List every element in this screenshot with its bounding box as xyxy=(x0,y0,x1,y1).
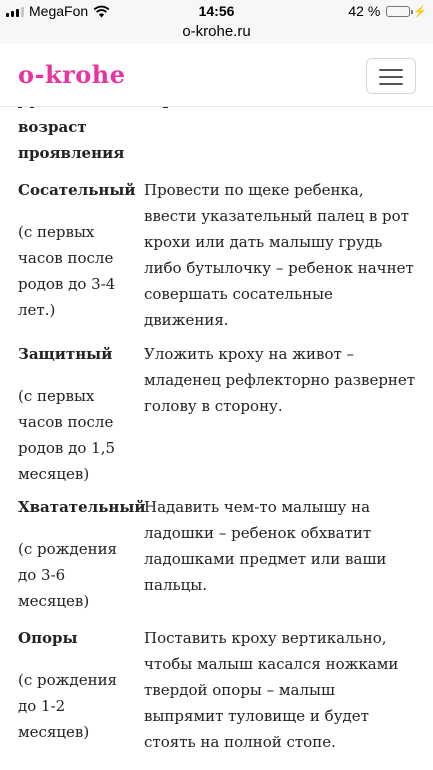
url-text: o-krohe.ru xyxy=(182,23,251,40)
clipped-text-fragment xyxy=(163,107,168,108)
reflex-name: Опоры xyxy=(18,629,78,647)
reflex-description: Провести по щеке ребенка, ввести указательный палец в рот крохи или дать малышу грудь либо бутылочку – ребенок начнет совершать сосательные движения. xyxy=(144,181,414,329)
previous-row-label: возраст проявления xyxy=(18,118,125,162)
reflex-age: (с рождения до 3-6 месяцев) xyxy=(18,540,118,610)
site-header xyxy=(0,44,433,107)
reflex-name: Хватательный xyxy=(18,498,146,516)
reflex-age: (с первых часов после родов до 1,5 месяцев) xyxy=(18,387,116,483)
reflex-name: Защитный xyxy=(18,345,113,363)
status-right xyxy=(348,3,427,19)
reflex-age: (с рождения до 1-2 месяцев) xyxy=(18,671,118,741)
clock: 14:56 xyxy=(198,3,235,19)
reflex-description: Уложить кроху на живот – младенец рефлекторно развернет голову в сторону. xyxy=(144,345,416,415)
battery-icon xyxy=(386,6,410,17)
carrier-name: MegaFon xyxy=(29,3,89,19)
status-bar xyxy=(0,0,433,22)
reflex-age: (с первых часов после родов до 3-4 лет.) xyxy=(18,223,116,319)
battery-percent: 42 % xyxy=(348,3,381,19)
reflex-name: Сосательный xyxy=(18,181,136,199)
reflex-description: Поставить кроху вертикально, чтобы малыш касался ножками твердой опоры – малыш выпрямит туловище и будет стоять на полной стопе. xyxy=(144,629,399,751)
clipped-text-fragment xyxy=(30,107,34,108)
reflex-description: Надавить чем-то малышу на ладошки – ребенок обхватит ладошками предмет или ваши пальцы. xyxy=(144,498,387,594)
clipped-text-fragment xyxy=(18,107,22,108)
hamburger-icon xyxy=(379,69,403,90)
site-logo[interactable]: o-krohe xyxy=(18,60,126,89)
address-bar[interactable] xyxy=(0,22,433,44)
charging-bolt-icon: ⚡ xyxy=(413,5,427,18)
menu-button[interactable] xyxy=(366,58,416,94)
reflex-table xyxy=(0,107,433,770)
